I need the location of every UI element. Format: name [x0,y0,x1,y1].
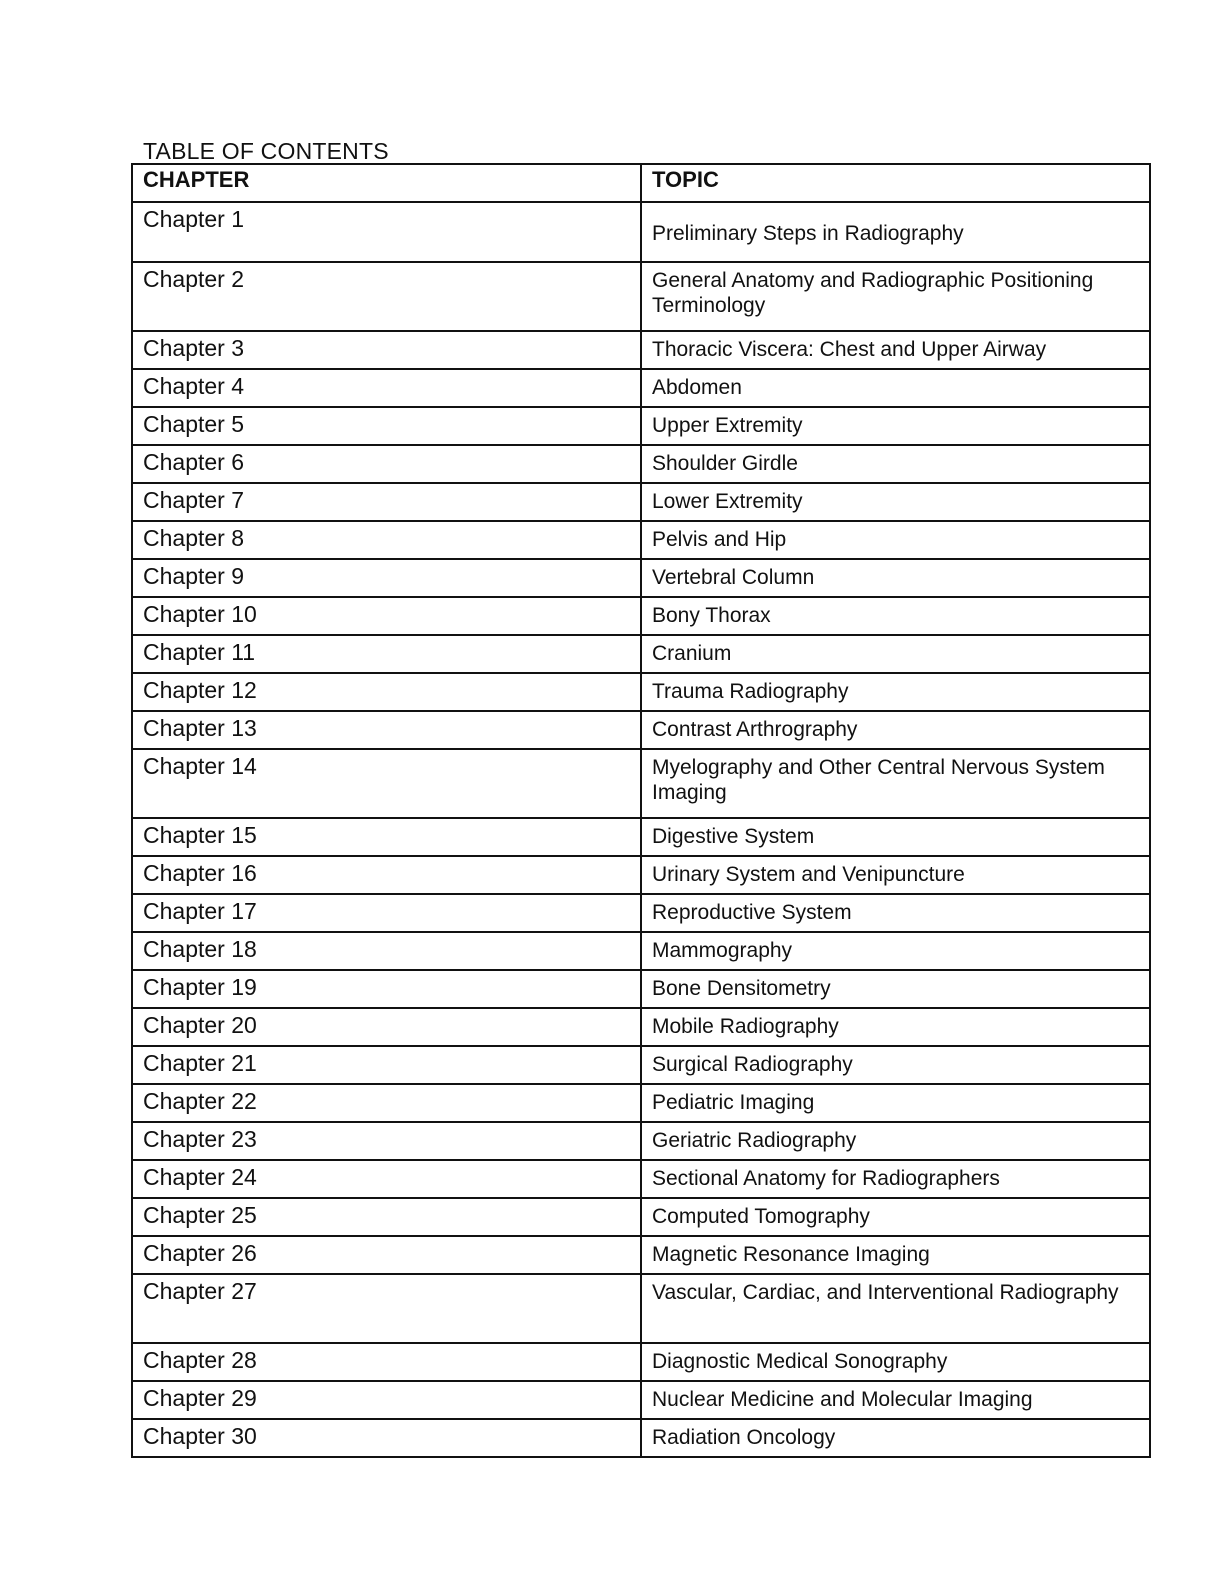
table-row [132,1084,1150,1122]
chapter-cell: Chapter 16 [132,856,641,894]
column-header-topic: TOPIC [641,164,1150,202]
table-header-row [132,164,1150,202]
chapter-cell: Chapter 23 [132,1122,641,1160]
chapter-cell: Chapter 21 [132,1046,641,1084]
topic-cell: Trauma Radiography [641,673,1150,711]
table-row [132,932,1150,970]
topic-cell: Lower Extremity [641,483,1150,521]
table-row [132,1236,1150,1274]
topic-cell: Digestive System [641,818,1150,856]
chapter-cell: Chapter 4 [132,369,641,407]
table-row [132,1381,1150,1419]
chapter-cell: Chapter 18 [132,932,641,970]
chapter-cell: Chapter 9 [132,559,641,597]
chapter-cell: Chapter 19 [132,970,641,1008]
topic-cell: Shoulder Girdle [641,445,1150,483]
topic-cell: Magnetic Resonance Imaging [641,1236,1150,1274]
table-row [132,597,1150,635]
topic-cell: Pelvis and Hip [641,521,1150,559]
table-row [132,1008,1150,1046]
topic-cell: Mobile Radiography [641,1008,1150,1046]
chapter-cell: Chapter 11 [132,635,641,673]
chapter-cell: Chapter 13 [132,711,641,749]
topic-cell: Reproductive System [641,894,1150,932]
chapter-cell: Chapter 1 [132,202,641,262]
topic-cell: Myelography and Other Central Nervous System Imaging [641,749,1150,818]
chapter-cell: Chapter 7 [132,483,641,521]
chapter-cell: Chapter 22 [132,1084,641,1122]
topic-cell: Surgical Radiography [641,1046,1150,1084]
table-row [132,1198,1150,1236]
topic-cell: Abdomen [641,369,1150,407]
table-row [132,818,1150,856]
topic-cell: Radiation Oncology [641,1419,1150,1457]
chapter-cell: Chapter 29 [132,1381,641,1419]
chapter-cell: Chapter 8 [132,521,641,559]
topic-cell: Pediatric Imaging [641,1084,1150,1122]
table-row [132,856,1150,894]
topic-cell: Urinary System and Venipuncture [641,856,1150,894]
chapter-cell: Chapter 24 [132,1160,641,1198]
topic-cell: Bone Densitometry [641,970,1150,1008]
table-row [132,1274,1150,1343]
table-row [132,483,1150,521]
topic-cell: Vertebral Column [641,559,1150,597]
topic-cell: Vascular, Cardiac, and Interventional Radiography [641,1274,1150,1343]
table-row [132,1046,1150,1084]
toc-body [132,202,1150,1457]
chapter-cell: Chapter 28 [132,1343,641,1381]
table-row [132,559,1150,597]
table-row [132,673,1150,711]
chapter-cell: Chapter 10 [132,597,641,635]
table-row [132,749,1150,818]
chapter-cell: Chapter 20 [132,1008,641,1046]
chapter-cell: Chapter 27 [132,1274,641,1343]
chapter-cell: Chapter 5 [132,407,641,445]
table-row [132,635,1150,673]
page-title: TABLE OF CONTENTS [143,138,389,164]
table-row [132,1419,1150,1457]
topic-cell: Sectional Anatomy for Radiographers [641,1160,1150,1198]
chapter-cell: Chapter 26 [132,1236,641,1274]
table-row [132,894,1150,932]
table-row [132,445,1150,483]
table-row [132,1122,1150,1160]
table-row [132,407,1150,445]
chapter-cell: Chapter 25 [132,1198,641,1236]
table-row [132,369,1150,407]
topic-cell: Contrast Arthrography [641,711,1150,749]
table-row [132,970,1150,1008]
table-row [132,202,1150,262]
topic-cell: Thoracic Viscera: Chest and Upper Airway [641,331,1150,369]
topic-cell: Cranium [641,635,1150,673]
topic-cell: General Anatomy and Radiographic Positioning Terminology [641,262,1150,331]
table-row [132,1160,1150,1198]
table-row [132,262,1150,331]
table-row [132,521,1150,559]
table-row [132,1343,1150,1381]
topic-cell: Upper Extremity [641,407,1150,445]
topic-cell: Nuclear Medicine and Molecular Imaging [641,1381,1150,1419]
topic-cell: Mammography [641,932,1150,970]
toc-table [131,163,1151,1458]
topic-cell: Bony Thorax [641,597,1150,635]
chapter-cell: Chapter 14 [132,749,641,818]
chapter-cell: Chapter 30 [132,1419,641,1457]
chapter-cell: Chapter 2 [132,262,641,331]
chapter-cell: Chapter 6 [132,445,641,483]
topic-cell: Diagnostic Medical Sonography [641,1343,1150,1381]
table-row [132,331,1150,369]
topic-cell: Geriatric Radiography [641,1122,1150,1160]
topic-cell: Computed Tomography [641,1198,1150,1236]
chapter-cell: Chapter 3 [132,331,641,369]
table-row [132,711,1150,749]
topic-cell: Preliminary Steps in Radiography [641,202,1150,262]
chapter-cell: Chapter 17 [132,894,641,932]
chapter-cell: Chapter 12 [132,673,641,711]
chapter-cell: Chapter 15 [132,818,641,856]
column-header-chapter: CHAPTER [132,164,641,202]
